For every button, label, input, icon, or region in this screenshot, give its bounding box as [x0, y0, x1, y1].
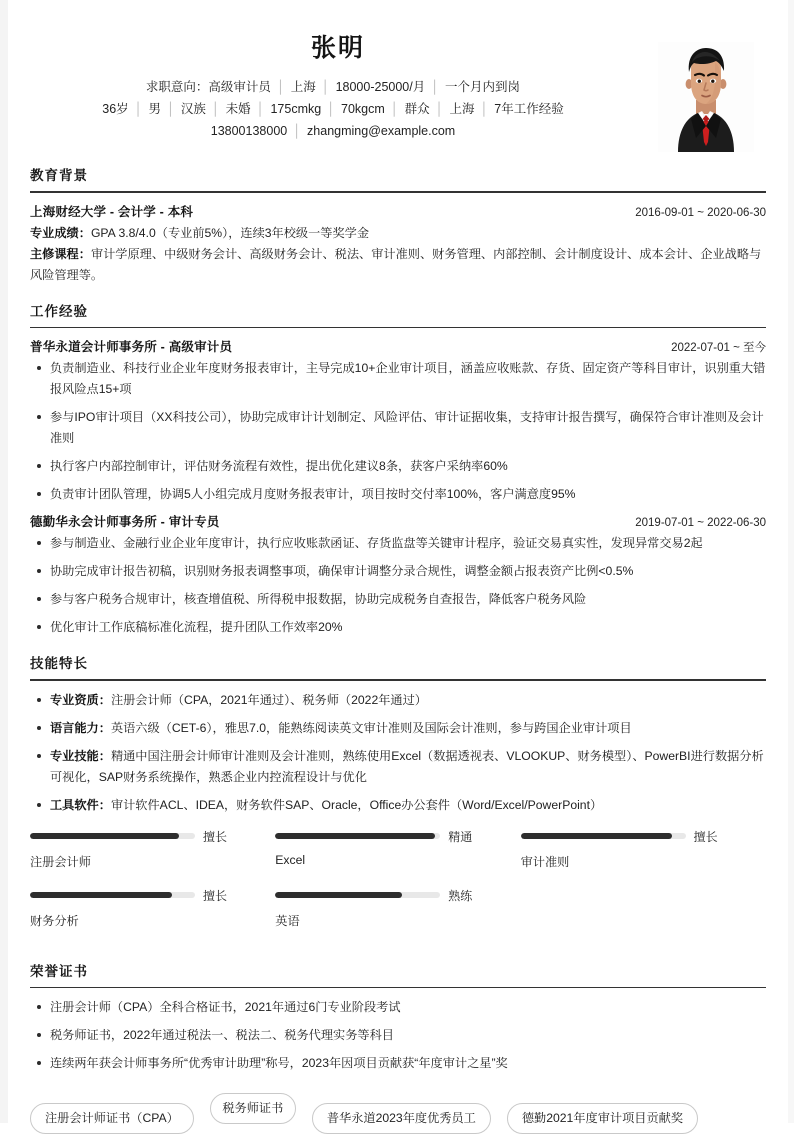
- skill-bar-level: 精通: [448, 829, 473, 844]
- honor-bullet: 税务师证书，2022年通过税法一、税法二、税务代理实务等科目: [30, 1025, 766, 1046]
- section-title-education: 教育背景: [30, 168, 88, 183]
- work-bullet: 负责制造业、科技行业企业年度财务报表审计，主导完成10+企业审计项目，涵盖应收账款、存货、固定资产等科目审计，识别重大错报风险点15+项: [30, 358, 766, 400]
- skill-bullet: [30, 795, 766, 816]
- personal-item: 男: [148, 102, 161, 116]
- objective-item: 求职意向：高级审计员: [145, 80, 271, 94]
- work-date: 2022-07-01 ~ 至今: [671, 342, 766, 355]
- skill-bar-label: Excel: [275, 852, 306, 867]
- work-bullets: [30, 533, 766, 638]
- separator: │: [321, 80, 330, 94]
- skill-bullet: [30, 690, 766, 711]
- separator: │: [431, 80, 440, 94]
- education-grade: [30, 223, 766, 244]
- skill-bullet-label: 语言能力：: [50, 720, 111, 735]
- work-bullet: 协助完成审计报告初稿，识别财务报表调整事项，确保审计调整分录合规性，调整金额占报表资产比例<0.5%: [30, 561, 766, 582]
- skill-bullets: [30, 690, 766, 816]
- section-divider: [30, 987, 766, 989]
- personal-item: 汉族: [180, 102, 206, 116]
- avatar: [658, 42, 754, 152]
- education-courses-value: 审计学原理、中级财务会计、高级财务会计、税法、审计准则、财务管理、内部控制、会计制度设计、成本会计、企业战略与风险管理等。: [30, 246, 762, 282]
- skill-bar-level: 熟练: [448, 888, 473, 903]
- skill-bar-label: 英语: [275, 913, 300, 928]
- skill-bar-row: [30, 828, 247, 845]
- section-education: [30, 164, 766, 286]
- skill-bar-label: 审计准则: [520, 854, 570, 869]
- skill-bar-track: [275, 892, 440, 898]
- skill-bar-row: [521, 828, 738, 845]
- separator: │: [480, 102, 489, 116]
- section-skills: [30, 652, 766, 946]
- separator: │: [211, 102, 220, 116]
- personal-item: 群众: [404, 102, 430, 116]
- honor-bullet: 注册会计师（CPA）全科合格证书，2021年通过6门专业阶段考试: [30, 997, 766, 1018]
- section-title-skills: 技能特长: [30, 656, 88, 672]
- skill-bar-track: [521, 833, 686, 839]
- personal-item: 36岁: [102, 102, 129, 116]
- honor-bullets: [30, 997, 766, 1074]
- personal-item: 上海: [449, 102, 475, 116]
- honor-bullet: 连续两年获会计师事务所“优秀审计助理”称号，2023年因项目贡献获“年度审计之星”奖: [30, 1053, 766, 1074]
- separator: │: [327, 102, 336, 116]
- education-grade-value: GPA 3.8/4.0（专业前5%），连续3年校级一等奖学金: [90, 225, 370, 240]
- skill-bar-item: [521, 828, 766, 870]
- skill-bar-item: [30, 828, 275, 870]
- section-divider: [30, 191, 766, 193]
- work-bullet: 执行客户内部控制审计，评估财务流程有效性，提出优化建议8条，获客户采纳率60%: [30, 456, 766, 477]
- skill-bar-fill: [521, 833, 673, 839]
- email-address: zhangming@example.com: [307, 124, 456, 138]
- phone-number: 13800138000: [210, 124, 288, 138]
- work-bullet: 负责审计团队管理，协调5人小组完成月度财务报表审计，项目按时交付率100%，客户满意度95%: [30, 484, 766, 505]
- candidate-name: 张明: [310, 34, 365, 62]
- avatar-illustration: [658, 42, 754, 152]
- skill-bar-row: [275, 887, 492, 904]
- objective-item: 18000-25000/月: [335, 80, 426, 94]
- education-entry: [30, 202, 766, 286]
- skill-bullet-value: 精通中国注册会计师审计准则及会计准则，熟练使用Excel（数据透视表、VLOOKUP、财务模型）、PowerBI进行数据分析可视化，SAP财务系统操作，熟悉企业内控流程设计与优化: [50, 748, 764, 784]
- work-bullet: 参与制造业、金融行业企业年度审计，执行应收账款函证、存货监盘等关键审计程序，验证交易真实性，发现异常交易2起: [30, 533, 766, 554]
- skill-bar-grid: [30, 828, 766, 946]
- work-bullet: 参与客户税务合规审计，核查增值税、所得税申报数据，协助完成税务自查报告，降低客户税务风险: [30, 589, 766, 610]
- work-company: 德勤华永会计师事务所 - 审计专员: [30, 515, 220, 530]
- skill-bar-level: 擅长: [203, 829, 228, 844]
- skill-bullet: [30, 718, 766, 739]
- skill-bar-item: [275, 887, 520, 929]
- section-title-honors: 荣誉证书: [30, 963, 88, 979]
- skill-bar-level: 擅长: [203, 888, 228, 903]
- personal-item: 70kgcm: [341, 102, 385, 116]
- work-entry: [30, 512, 766, 638]
- work-bullet: 优化审计工作底稿标准化流程，提升团队工作效率20%: [30, 617, 766, 638]
- separator: │: [256, 102, 265, 116]
- section-divider: [30, 679, 766, 681]
- work-company: 普华永道会计师事务所 - 高级审计员: [30, 340, 233, 355]
- skill-bar-item: [30, 887, 275, 929]
- education-date: 2016-09-01 ~ 2020-06-30: [635, 206, 766, 219]
- separator: │: [390, 102, 399, 116]
- certificate-tag[interactable]: 注册会计师证书（CPA）: [30, 1103, 194, 1134]
- work-entry-head: [30, 512, 766, 530]
- objective-item: 一个月内到岗: [445, 80, 521, 94]
- skill-bullet-label: 专业资质：: [50, 692, 111, 707]
- skill-bullet: [30, 746, 766, 788]
- skill-bar-row: [30, 887, 247, 904]
- personal-item: 7年工作经验: [494, 102, 564, 116]
- skill-bar-label: 注册会计师: [30, 854, 91, 869]
- certificate-tag[interactable]: 德勤2021年度审计项目贡献奖: [507, 1103, 698, 1134]
- skill-bar-item: [275, 828, 520, 870]
- education-entry-head: [30, 202, 766, 220]
- personal-item: 未婚: [225, 102, 251, 116]
- skill-bar-track: [275, 833, 440, 839]
- work-bullets: [30, 358, 766, 505]
- skill-bar-track: [30, 892, 195, 898]
- separator: │: [134, 102, 143, 116]
- work-date: 2019-07-01 ~ 2022-06-30: [635, 517, 766, 530]
- objective-line: [30, 76, 636, 98]
- education-school: 上海财经大学 - 会计学 - 本科: [30, 204, 194, 219]
- work-bullet: 参与IPO审计项目（XX科技公司），协助完成审计计划制定、风险评估、审计证据收集，支持审计报告撰写，确保符合审计准则及会计准则: [30, 407, 766, 449]
- education-courses: [30, 244, 766, 286]
- personal-item: 175cmkg: [270, 102, 322, 116]
- resume-header: [30, 28, 766, 150]
- separator: │: [167, 102, 175, 116]
- section-divider: [30, 327, 766, 329]
- education-courses-label: 主修课程：: [30, 246, 91, 261]
- header-meta: [30, 76, 766, 142]
- section-title-work: 工作经验: [30, 303, 88, 319]
- skill-bar-fill: [30, 833, 179, 839]
- personal-line: [30, 98, 636, 120]
- skill-bar-fill: [275, 892, 402, 898]
- skill-bar-fill: [275, 833, 435, 839]
- objective-item: 上海: [290, 80, 316, 94]
- work-entry: [30, 337, 766, 505]
- separator: │: [276, 80, 285, 94]
- certificate-tag-list: [30, 1090, 766, 1138]
- skill-bar-level: 擅长: [693, 829, 718, 844]
- skill-bar-row: [275, 828, 492, 845]
- skill-bullet-value: 审计软件ACL、IDEA，财务软件SAP、Oracle，Office办公套件（Word/Excel/PowerPoint）: [110, 797, 603, 812]
- skill-bar-label: 财务分析: [30, 913, 79, 928]
- certificate-tag[interactable]: 普华永道2023年度优秀员工: [312, 1103, 491, 1134]
- skill-bullet-value: 注册会计师（CPA，2021年通过）、税务师（2022年通过）: [110, 692, 427, 707]
- skill-bullet-label: 专业技能：: [50, 748, 111, 763]
- skill-bullet-value: 英语六级（CET-6），雅思7.0，能熟练阅读英文审计准则及国际会计准则，参与跨国企业审计项目: [110, 720, 632, 735]
- contact-line: [30, 120, 636, 142]
- section-work: [30, 300, 766, 639]
- education-grade-label: 专业成绩：: [30, 225, 91, 240]
- skill-bullet-label: 工具软件：: [50, 797, 111, 812]
- skill-bar-fill: [30, 892, 172, 898]
- work-entry-head: [30, 337, 766, 355]
- skill-bar-track: [30, 833, 195, 839]
- certificate-tag[interactable]: 税务师证书: [210, 1093, 296, 1124]
- separator: │: [293, 124, 302, 138]
- separator: │: [435, 102, 444, 116]
- section-honors: [30, 960, 766, 1138]
